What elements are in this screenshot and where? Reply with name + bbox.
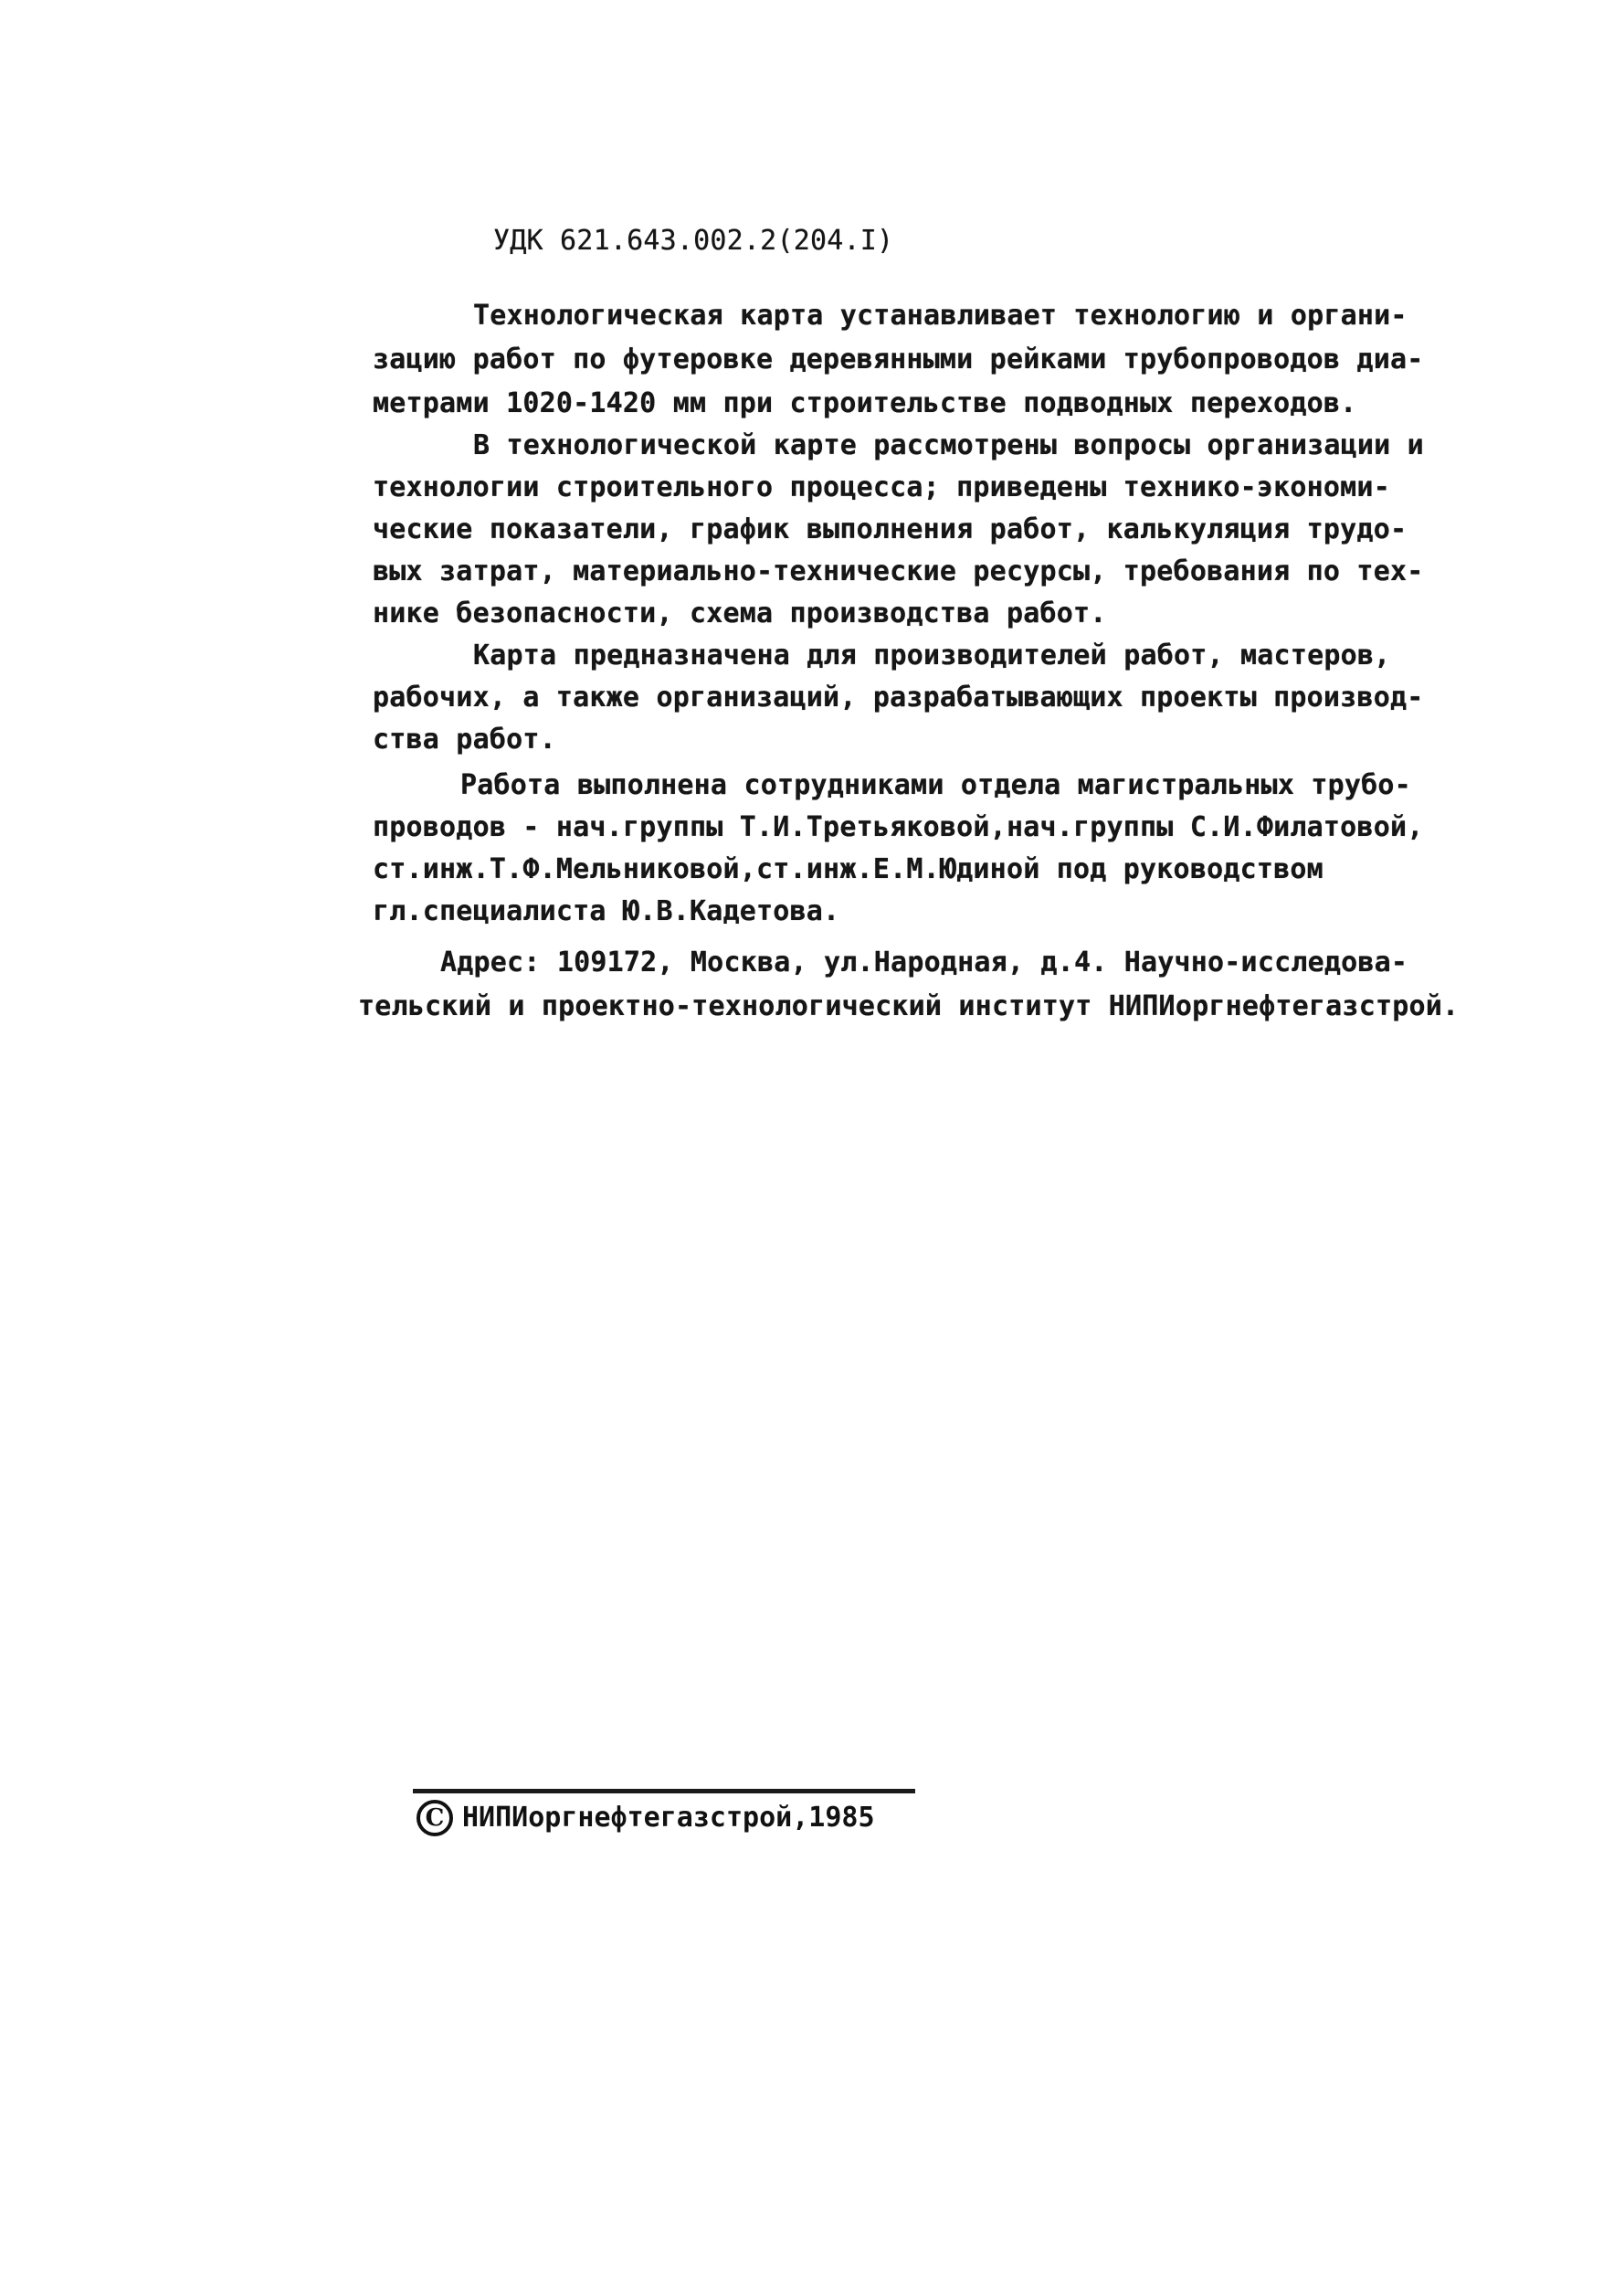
copyright-divider [413,1789,915,1793]
paragraph-line: рабочих, а также организаций, разрабатывающих проекты производ- [373,682,1424,714]
paragraph-line: ст.инж.Т.Ф.Мельниковой,ст.инж.Е.М.Юдиной под руководством [373,853,1323,885]
paragraph-line: Адрес: 109172, Москва, ул.Народная, д.4. Научно-исследова- [440,946,1408,978]
paragraph-line: метрами 1020-1420 мм при строительстве подводных переходов. [373,387,1357,419]
paragraph-line: Карта предназначена для производителей работ, мастеров, [473,640,1391,671]
paragraph-line: проводов - нач.группы Т.И.Третьяковой,нач.группы С.И.Филатовой, [373,811,1424,843]
paragraph-line: Работа выполнена сотрудниками отдела магистральных трубо- [460,769,1411,801]
paragraph-line: технологии строительного процесса; приведены технико-экономи- [373,471,1390,503]
paragraph-line: вых затрат, материально-технические ресурсы, требования по тех- [373,555,1424,587]
paragraph-line: гл.специалиста Ю.В.Кадетова. [373,895,840,927]
paragraph-line: нике безопасности, схема производства работ. [373,597,1107,629]
udk-code: УДК 621.643.002.2(204.I) [493,225,894,257]
copyright-text: НИПИоргнефтегазстрой,1985 [462,1802,875,1834]
paragraph-line: Технологическая карта устанавливает технологию и органи- [473,300,1408,332]
copyright-icon: C [417,1800,453,1836]
paragraph-line: тельский и проектно-технологический институт НИПИоргнефтегазстрой. [358,990,1460,1022]
paragraph-line: В технологической карте рассмотрены вопросы организации и [473,429,1424,461]
paragraph-line: ства работ. [373,724,556,756]
copyright-notice [417,1798,875,1838]
paragraph-line: ческие показатели, график выполнения работ, калькуляция трудо- [373,513,1408,545]
paragraph-line: зацию работ по футеровке деревянными рейками трубопроводов диа- [373,344,1424,375]
